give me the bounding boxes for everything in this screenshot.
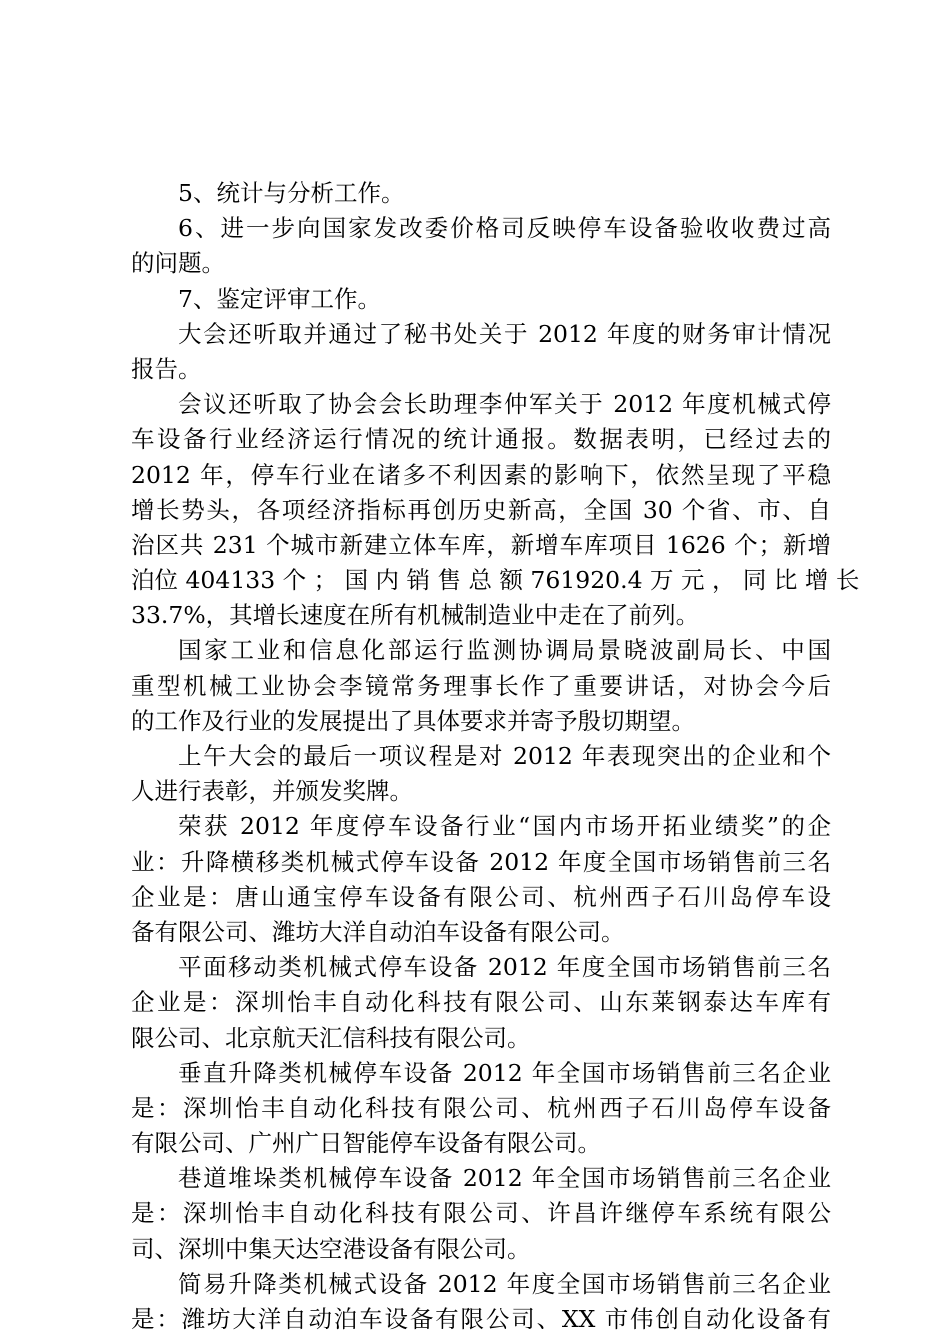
- text-line: 业：升降横移类机械式停车设备 2012 年度全国市场销售前三名: [131, 847, 831, 876]
- document-body: [131, 176, 860, 1337]
- text-line: 增长势头，各项经济指标再创历史新高，全国 30 个省、市、自: [131, 495, 831, 524]
- text-line: 6、进一步向国家发改委价格司反映停车设备验收收费过高: [178, 214, 831, 243]
- paragraph: [131, 211, 831, 281]
- paragraph: [131, 317, 831, 387]
- text-line: 是：深圳怡丰自动化科技有限公司、杭州西子石川岛停车设备: [131, 1093, 831, 1122]
- paragraph: [131, 1267, 831, 1337]
- text-line: 有限公司、广州广日智能停车设备有限公司。: [131, 1129, 601, 1158]
- paragraph: [131, 1056, 831, 1162]
- text-line: 备有限公司、潍坊大洋自动泊车设备有限公司。: [131, 917, 625, 946]
- paragraph: [131, 282, 831, 317]
- paragraph: [131, 1161, 831, 1267]
- paragraph: [131, 809, 831, 950]
- paragraph: [131, 739, 831, 809]
- text-line: 巷道堆垛类机械停车设备 2012 年全国市场销售前三名企业: [178, 1164, 831, 1193]
- text-line: 车设备行业经济运行情况的统计通报。数据表明，已经过去的: [131, 425, 831, 454]
- text-line: 5、统计与分析工作。: [178, 179, 405, 207]
- text-line: 33.7%，其增长速度在所有机械制造业中走在了前列。: [131, 601, 700, 630]
- text-line: 垂直升降类机械停车设备 2012 年全国市场销售前三名企业: [178, 1058, 831, 1087]
- text-line: 的工作及行业的发展提出了具体要求并寄予殷切期望。: [131, 706, 695, 735]
- text-line: 简易升降类机械式设备 2012 年度全国市场销售前三名企业: [178, 1269, 831, 1298]
- text-line: 重型机械工业协会李镜常务理事长作了重要讲话，对协会今后: [131, 671, 831, 700]
- text-line: 平面移动类机械式停车设备 2012 年度全国市场销售前三名: [178, 953, 831, 982]
- paragraph: [131, 633, 831, 739]
- text-line: 2012 年，停车行业在诸多不利因素的影响下，依然呈现了平稳: [131, 460, 831, 489]
- text-line: 企业是：深圳怡丰自动化科技有限公司、山东莱钢泰达车库有: [131, 988, 831, 1017]
- text-line: 人进行表彰，并颁发奖牌。: [131, 777, 413, 806]
- text-line: 是：潍坊大洋自动泊车设备有限公司、XX 市伟创自动化设备有: [131, 1305, 831, 1333]
- text-line: 报告。: [131, 354, 202, 383]
- text-line: 上午大会的最后一项议程是对 2012 年表现突出的企业和个: [178, 742, 831, 770]
- text-line: 企业是：唐山通宝停车设备有限公司、杭州西子石川岛停车设: [131, 882, 831, 911]
- text-line: 国家工业和信息化部运行监测协调局景晓波副局长、中国: [178, 636, 831, 665]
- text-line: 司、深圳中集天达空港设备有限公司。: [131, 1234, 531, 1263]
- text-line: 限公司、北京航天汇信科技有限公司。: [131, 1023, 531, 1052]
- text-line: 的问题。: [131, 249, 225, 278]
- text-line: 是：深圳怡丰自动化科技有限公司、许昌许继停车系统有限公: [131, 1199, 831, 1228]
- paragraph: [131, 176, 831, 211]
- text-line: 治区共 231 个城市新建立体车库，新增车库项目 1626 个；新增: [131, 530, 831, 559]
- text-line: 大会还听取并通过了秘书处关于 2012 年度的财务审计情况: [178, 319, 831, 348]
- text-line: 泊位 404133 个 ； 国 内 销 售 总 额 761920.4 万 元 ， 同 比 增 长: [131, 566, 860, 595]
- text-line: 7、鉴定评审工作。: [178, 284, 381, 313]
- paragraph: [131, 387, 860, 633]
- text-line: 荣获 2012 年度停车设备行业“国内市场开拓业绩奖”的企: [178, 812, 831, 841]
- text-line: 会议还听取了协会会长助理李仲军关于 2012 年度机械式停: [178, 390, 831, 419]
- paragraph: [131, 950, 831, 1056]
